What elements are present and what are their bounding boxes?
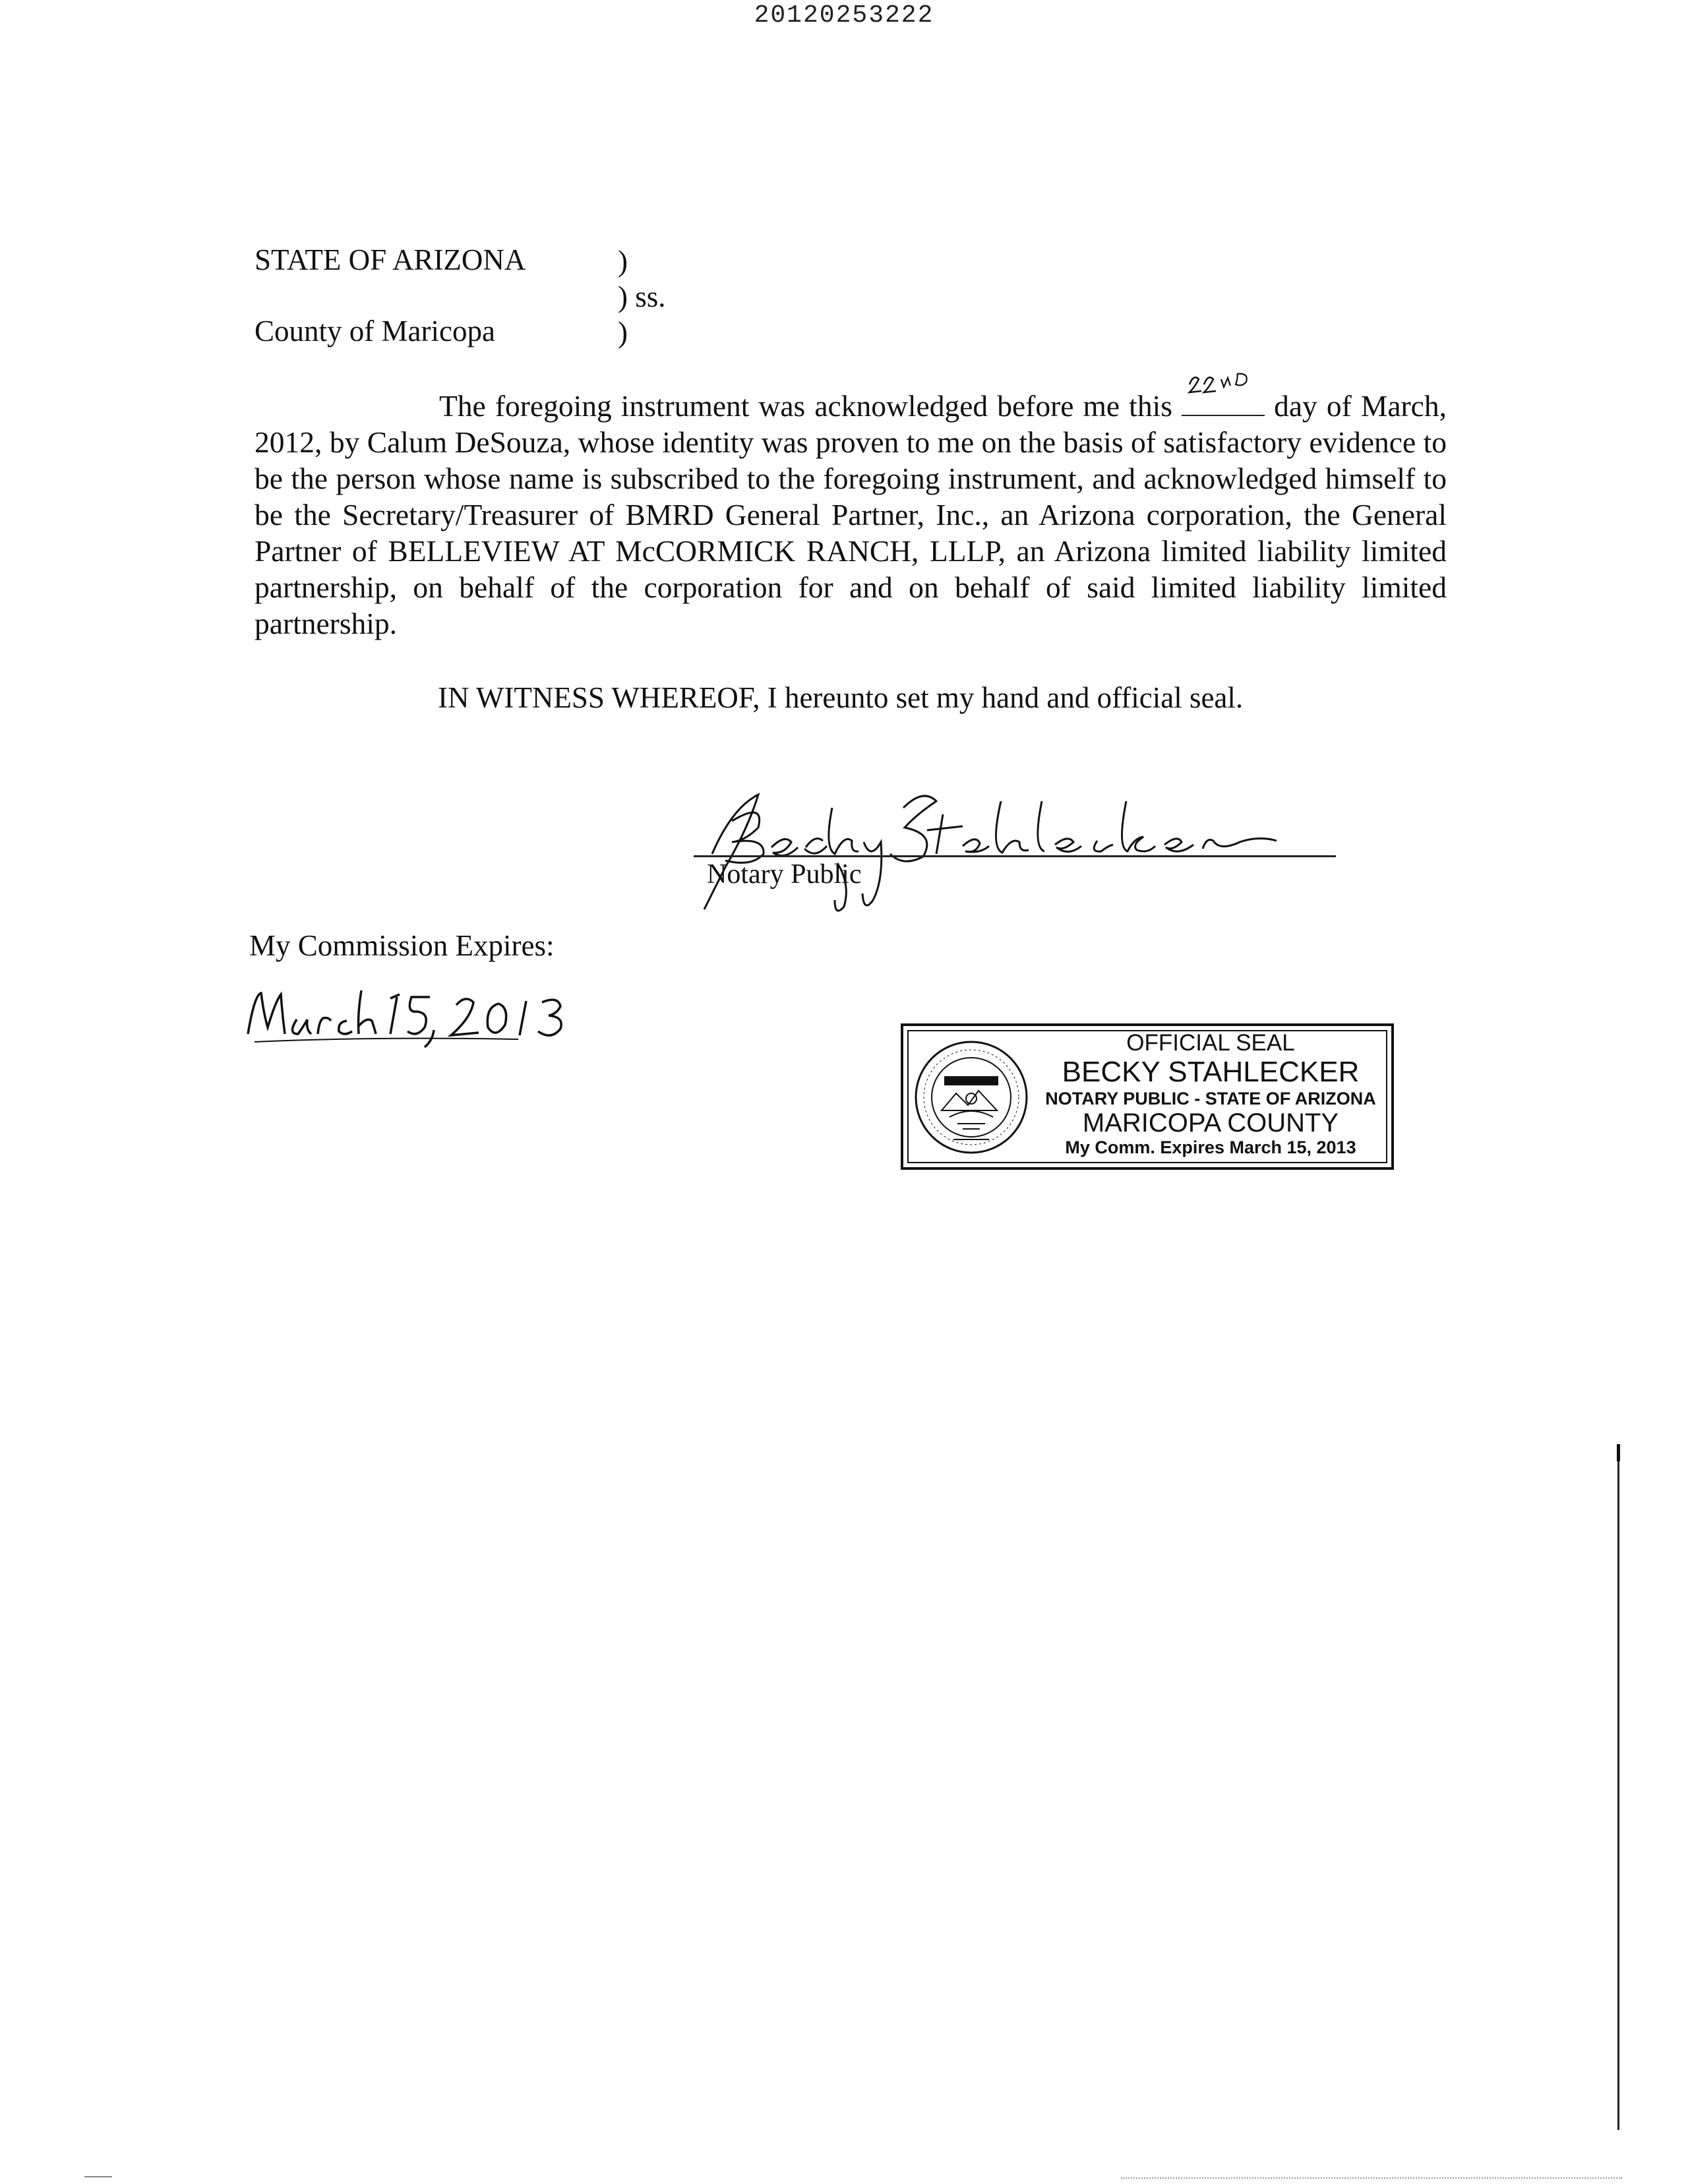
scan-edge-line <box>1617 1444 1619 2130</box>
venue-paren-top: ) <box>618 245 628 278</box>
seal-expiration: My Comm. Expires March 15, 2013 <box>1065 1138 1356 1157</box>
notary-public-label: Notary Public <box>707 859 862 890</box>
day-blank <box>1182 391 1265 416</box>
seal-notary-public-state: NOTARY PUBLIC - STATE OF ARIZONA <box>1045 1089 1376 1108</box>
witness-clause: IN WITNESS WHEREOF, I hereunto set my hand and official seal. <box>438 681 1244 714</box>
document-number: 20120253222 <box>754 1 934 30</box>
venue-state: STATE OF ARIZONA <box>255 243 526 276</box>
scan-artifact-right <box>1121 2177 1622 2179</box>
seal-title: OFFICIAL SEAL <box>1126 1030 1295 1056</box>
official-seal-stamp <box>901 1023 1394 1170</box>
scan-artifact-left <box>84 2176 112 2177</box>
seal-notary-name: BECKY STAHLECKER <box>1062 1056 1360 1088</box>
commission-date-handwriting-icon <box>241 981 597 1054</box>
ack-text-before-day: The foregoing instrument was acknowledged before me this <box>439 389 1172 423</box>
venue-paren-bottom: ) <box>618 316 628 349</box>
day-handwriting-icon <box>1184 365 1263 407</box>
acknowledgment-paragraph <box>255 388 1447 642</box>
notary-signature-icon <box>686 768 1279 920</box>
venue-county: County of Maricopa <box>255 315 495 348</box>
arizona-great-seal-icon <box>910 1033 1033 1162</box>
commission-expires-label: My Commission Expires: <box>249 929 555 962</box>
signature-line <box>694 855 1336 857</box>
seal-county: MARICOPA COUNTY <box>1082 1108 1339 1138</box>
seal-text-block <box>1035 1030 1386 1158</box>
ack-text-after-day: day of March, 2012, by Calum DeSouza, whose identity was proven to me on the basis of satisfactory evidence to be the person whose name is subscribed to the foregoing instrument, and acknowledged himself to be the Secretary/Treasurer of BMRD General Partner, Inc., an Arizona corporation, the General Partner of BELLEVIEW AT McCORMICK RANCH, LLLP, an Arizona limited liability limited partnership, on behalf of the corporation for and on behalf of said limited liability limited partnership. <box>255 389 1447 640</box>
venue-ss: ) ss. <box>618 280 666 313</box>
scan-edge-mark <box>1617 1444 1620 1461</box>
